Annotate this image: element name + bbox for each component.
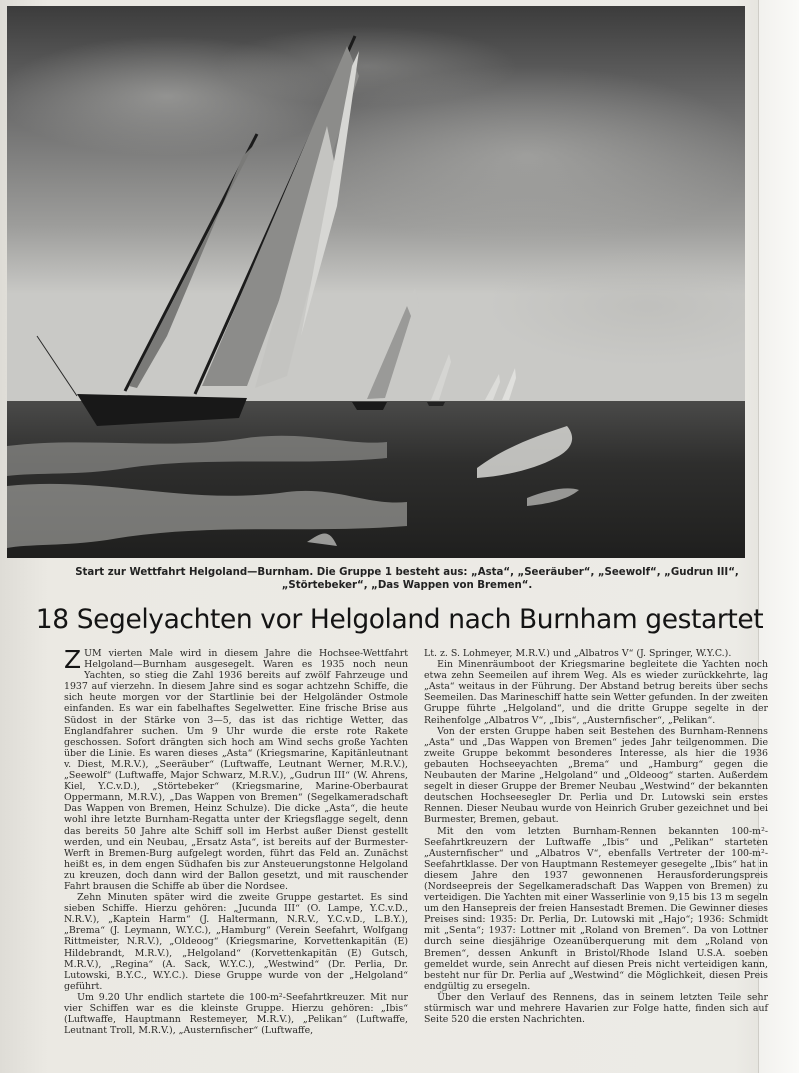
paragraph: ZUM vierten Male wird in diesem Jahre die Hochsee-Wettfahrt Helgoland—Burnham ausgesegelt. Waren es 1935 noch neun Yachten, so stieg die Zahl 1936 bereits auf zwölf Fahrzeuge und 1937 auf vierzehn. In diesem Jahre sind es sogar achtzehn Schiffe, die sich heute morgen vor der Startlinie bei der Helgoländer Ostmole einfanden. Es war ein fabelhaftes Segelwetter. Eine frische Brise aus Südost in der Stärke von 3—5, das ist das richtige Wetter, das Englandfahrer suchen. Um 9 Uhr wurde die erste rote Rakete geschossen. Sofort drängten sich hoch am Wind sechs große Yachten über die Linie. Es waren dieses „Asta“ (Kriegsmarine, Kapitänleutnant v. Diest, M.R.V.), „Seeräuber“ (Luftwaffe, Leutnant Werner, M.R.V.), „Seewolf“ (Luftwaffe, Major Schwarz, M.R.V.), „Gudrun III“ (W. Ahrens, Kiel, Y.C.v.D.), „Störtebeker“ (Kriegsmarine, Marine-Oberbaurat Oppermann, M.R.V.), „Das Wappen von Bremen“ (Segelkameradschaft Das Wappen von Bremen, Heinz Schulze). Die dicke „Asta“, die heute wohl ihre letzte Burnham-Regatta unter der Kriegsflagge segelt, denn das bereits 50 Jahre alte Schiff soll im Herbst außer Dienst gestellt werden, und ein Neubau, „Ersatz Asta“, ist bereits auf der Burmester-Werft in Bremen-Burg aufgelegt worden, führt das Feld an. Zunächst heißt es, in dem engen Südhafen bis zur Ansteuerungstonne Helgoland zu kreuzen, doch dann wird der Ballon gesetzt, und mit rauschender Fahrt brausen die Schiffe ab über die Nordsee. [64, 645, 408, 892]
paragraph: Von der ersten Gruppe haben seit Bestehen des Burnham-Rennens „Asta“ und „Das Wappen von Bremen“ jedes Jahr teilgenommen. Die zweite Gruppe bekommt besonderes Interesse, als hier die 1936 gebauten Hochseeyachten „Brema“ und „Hamburg“ gegen die Neubauten der Marine „Helgoland“ und „Oldeoog“ starten. Außerdem segelt in dieser Gruppe der Bremer Neubau „Westwind“ der bekannten deutschen Hochseesegler Dr. Perlia und Dr. Lutowski sein erstes Rennen. Dieser Neubau wurde von Heinrich Gruber gezeichnet und bei Burmester, Bremen, gebaut. [424, 725, 768, 826]
drop-cap: Z [64, 645, 82, 674]
article-column-left [64, 645, 408, 1037]
sailing-photo [7, 6, 745, 558]
article-title: 18 Segelyachten vor Helgoland nach Burnham gestartet [35, 604, 764, 635]
paragraph: Um 9.20 Uhr endlich startete die 100-m²-Seefahrtkreuzer. Mit nur vier Schiffen war es die kleinste Gruppe. Hierzu gehören: „Ibis“ (Luftwaffe, Hauptmann Restemeyer, M.R.V.), „Pelikan“ (Luftwaffe, Leutnant Troll, M.R.V.), „Austernfischer“ (Luftwaffe, [64, 991, 408, 1037]
paragraph: Über den Verlauf des Rennens, das in seinem letzten Teile sehr stürmisch war und mehrere Havarien zur Folge hatte, finden sich auf Seite 520 die ersten Nachrichten. [424, 991, 768, 1026]
paragraph: Lt. z. S. Lohmeyer, M.R.V.) und „Albatros V“ (J. Springer, W.Y.C.). [424, 648, 732, 659]
photo-caption: Start zur Wettfahrt Helgoland—Burnham. Die Gruppe 1 besteht aus: „Asta“, „Seeräuber“, „Seewolf“, „Gudrun III“, „Störtebeker“, „Das Wappen von Bremen“. [75, 567, 739, 591]
article-column-right [424, 648, 768, 1025]
paragraph: Ein Minenräumboot der Kriegsmarine begleitete die Yachten noch etwa zehn Seemeilen auf ihrem Weg. Als es wieder zurückkehrte, lag „Asta“ weitaus in der Führung. Der Abstand betrug bereits über sechs Seemeilen. Das Marineschiff hatte sein Wetter gefunden. In der zweiten Gruppe führte „Helgoland“, und die dritte Gruppe segelte in der Reihenfolge „Albatros V“, „Ibis“, „Austernfischer“, „Pelikan“. [424, 659, 768, 726]
paragraph: Zehn Minuten später wird die zweite Gruppe gestartet. Es sind sieben Schiffe. Hierzu gehören: „Jucunda III“ (O. Lampe, Y.C.v.D., N.R.V.), „Kaptein Harm“ (J. Haltermann, N.R.V., Y.C.v.D., L.B.Y.), „Brema“ (J. Leymann, W.Y.C.), „Hamburg“ (Verein Seefahrt, Wolfgang Rittmeister, N.R.V.), „Oldeoog“ (Kriegsmarine, Korvettenkapitän (E) Hildebrandt, M.R.V.), „Helgoland“ (Korvettenkapitän (E) Gutsch, M.R.V.), „Regina“ (A. Sack, W.Y.C.), „Westwind“ (Dr. Perlia, Dr. Lutowski, B.Y.C., W.Y.C.). Diese Gruppe wurde von der „Helgoland“ geführt. [64, 892, 408, 992]
paragraph: Mit den vom letzten Burnham-Rennen bekannten 100-m²-Seefahrtkreuzern der Luftwaffe „Ibis“ und „Pelikan“ starteten „Austernfischer“ und „Albatros V“, ebenfalls Vertreter der 100-m²-Seefahrtklasse. Der von Hauptmann Restemeyer gesegelte „Ibis“ hat in diesem Jahre den 1937 gewonnenen Herausforderungspreis (Nordseepreis der Segelkameradschaft Das Wappen von Bremen) zu verteidigen. Die Yachten mit einer Wasserlinie von 9,15 bis 13 m segeln um den Hansepreis der freien Hansestadt Bremen. Die Gewinner dieses Preises sind: 1935: Dr. Perlia, Dr. Lutowski mit „Hajo“; 1936: Schmidt mit „Senta“; 1937: Lottner mit „Roland von Bremen“. Da von Lottner durch seine diesjährige Ozeanüberquerung mit dem „Roland von Bremen“, dessen Ankunft in Bristol/Rhode Island U.S.A. soeben gemeldet wurde, sein Anrecht auf diesen Preis nicht verteidigen kann, besteht nur für Dr. Perlia auf „Westwind“ die Möglichkeit, diesen Preis endgültig zu ersegeln. [424, 825, 768, 992]
yachts-photo-illustration [7, 6, 745, 558]
